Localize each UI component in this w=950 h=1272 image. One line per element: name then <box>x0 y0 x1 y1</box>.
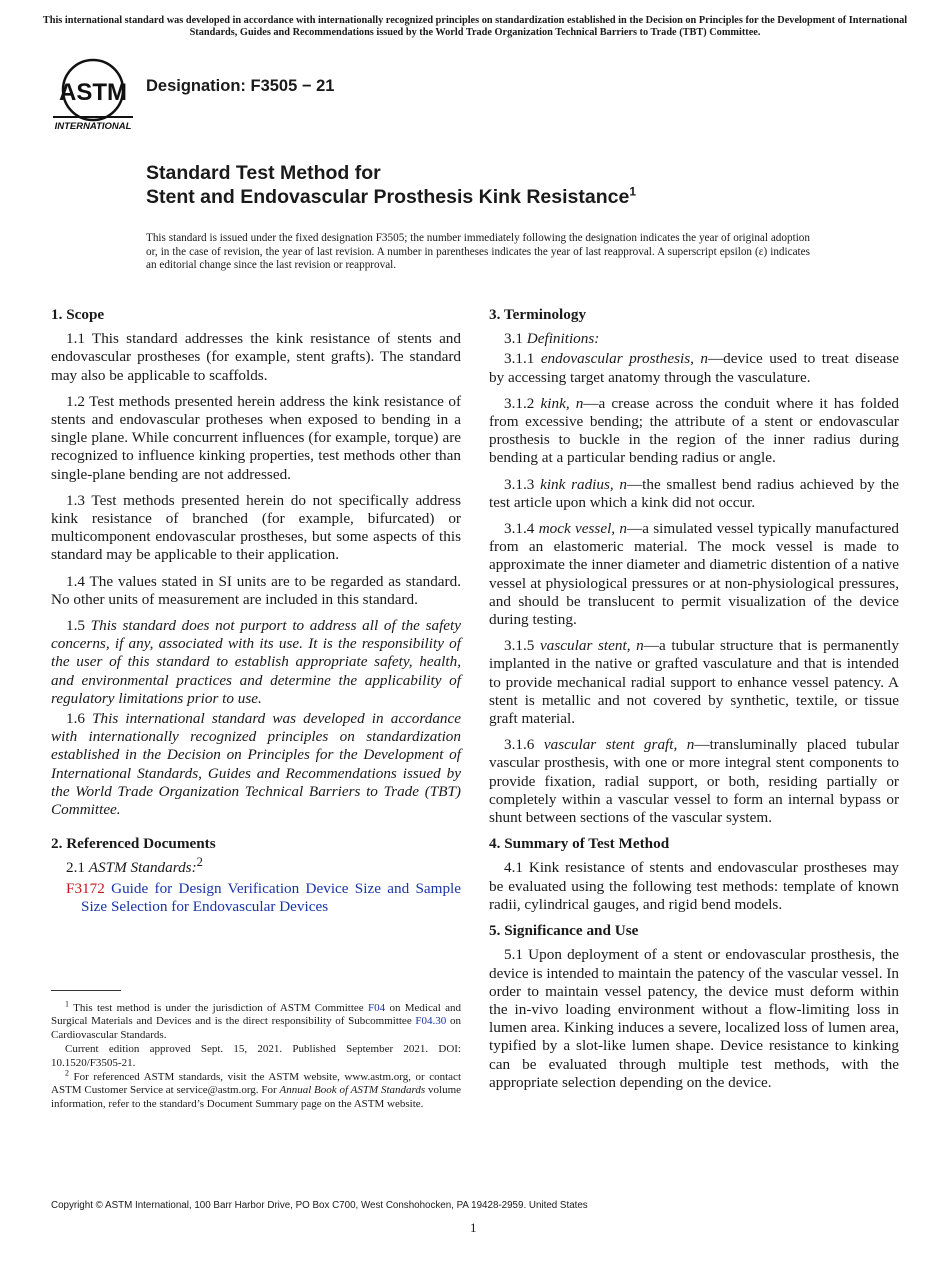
def-3-1-6-term: vascular stent graft, n <box>543 736 695 754</box>
footnote-2 <box>51 1068 462 1111</box>
def-3-1-6-text: —transluminally placed tubular vascular prosthesis, with one or more integral stent components to provide fixation, radial support, or both, residing partially or completely within a vascular vessel to form an internal bypass or shunt between sections of the vascular system. <box>489 736 900 827</box>
def-3-1-4-num: 3.1.4 <box>504 520 535 538</box>
ref-code-link[interactable]: F3172 <box>66 879 105 897</box>
para-3-1-num: 3.1 <box>504 330 523 348</box>
designation: Designation: F3505 − 21 <box>146 77 335 95</box>
para-1-5 <box>51 617 461 708</box>
footnote-1-marker: 1 <box>65 999 69 1009</box>
def-3-1-1-term: endovascular prosthesis, n <box>540 350 708 368</box>
title-line1: Standard Test Method for <box>146 162 381 184</box>
page-title <box>146 161 636 209</box>
title-footnote-marker: 1 <box>629 184 637 199</box>
def-3-1-6 <box>489 736 899 827</box>
para-2-1-text: ASTM Standards: <box>88 859 197 877</box>
right-column <box>489 306 899 1100</box>
issued-note: This standard is issued under the fixed designation F3505; the number immediately following the designation indicates the year of original adoption or, in the case of revision, the year of last revision. A number in parentheses indicates the year of last reapproval. A superscript epsilon (ε) indicates an editorial change since the last revision or reapproval. <box>146 232 810 272</box>
def-3-1-4-text: —a simulated vessel typically manufactured from an elastomeric material. The mock vessel is made to approximate the inner diameter and diametric distention of a native vessel at physiological pressures or at non-physiological pressures, and should be translucent to permit visualization of the device during testing. <box>489 520 899 629</box>
left-column <box>51 306 461 924</box>
para-3-1 <box>489 330 899 348</box>
def-3-1-2-text: —a crease across the conduit where it has folded from excessive bending; the attribute of a stent or endovascular prosthesis to buckle in the region of the inner radius during bending at a particular bending radius or angle. <box>489 394 900 467</box>
terminology-heading: 3. Terminology <box>489 306 587 323</box>
para-1-2: 1.2 Test methods presented herein address the kink resistance of stents and endovascular protheses when exposed to bending in a single plane. While concurrent influences (for example, torque) are recognized to influence kinking properties, test methods other than single-plane bending are not addressed. <box>51 392 461 483</box>
footnote-divider <box>51 990 121 991</box>
ref-title-link[interactable]: Guide for Design Verification Device Size and Sample Size Selection for Endovascular Devices <box>81 879 462 915</box>
para-1-3: 1.3 Test methods presented herein do not specifically address kink resistance of branched (for example, bifurcated) or multicomponent endovascular prostheses, but some aspects of this standard may be applicable to their application. <box>51 491 461 564</box>
para-2-1-footnote-marker: 2 <box>196 855 203 870</box>
page-number: 1 <box>470 1220 477 1235</box>
para-1-6-num: 1.6 <box>66 710 85 728</box>
footnote-edition: Current edition approved Sept. 15, 2021. Published September 2021. DOI: 10.1520/F3505-21. <box>51 1043 461 1069</box>
def-3-1-6-num: 3.1.6 <box>504 736 535 754</box>
def-3-1-2 <box>489 395 899 468</box>
def-3-1-4 <box>489 520 899 629</box>
copyright: Copyright © ASTM International, 100 Barr Harbor Drive, PO Box C700, West Conshohocken, PA 19428-2959. United States <box>51 1200 588 1211</box>
para-3-1-text: Definitions: <box>526 330 600 348</box>
para-5-1: 5.1 Upon deployment of a stent or endovascular prosthesis, the device is intended to maintain the patency of the vascular vessel. In order to maintain vessel patency, the device must deform within the in-vivo loading environment without a flow-limiting loss in lumen area. Kinking induces a severe, localized loss of lumen area, typified by a slot-like lumen shape. Device resistance to kinking can be evaluated through multiple test methods, with the appropriate selection depending on the device. <box>489 946 899 1091</box>
title-line2: Stent and Endovascular Prosthesis Kink Resistance <box>146 186 630 208</box>
para-4-1: 4.1 Kink resistance of stents and endovascular prostheses may be evaluated using the following test methods: template of known radii, cylindrical gauges, and rigid bend models. <box>489 859 899 913</box>
para-1-6-text: This international standard was developed in accordance with internationally recognized principles on standardization established in the Decision on Principles for the Development of International Standards, Guides and Recommendations issued by the World Trade Organization Technical Barriers to Trade (TBT) Committee. <box>51 710 462 819</box>
footnote-2-italic: Annual Book of ASTM Standards <box>279 1084 426 1097</box>
def-3-1-2-num: 3.1.2 <box>504 394 535 412</box>
para-1-5-text: This standard does not purport to address all of the safety concerns, if any, associated with its use. It is the responsibility of the user of this standard to establish appropriate safety, health, and environmental practices and determine the applicability of regulatory limitations prior to use. <box>51 617 462 707</box>
footnote-2-text-b: volume information, refer to the standard’s Document Summary page on the ASTM website. <box>51 1084 462 1110</box>
footnote-1 <box>51 999 462 1042</box>
top-notice: This international standard was developed in accordance with internationally recognized principles on standardization established in the Decision on Principles for the Development of International Standards, Guides and Recommendations issued by the World Trade Organization Technical Barriers to Trade (TBT) Committee. <box>42 15 908 38</box>
para-2-1 <box>51 855 461 877</box>
def-3-1-1-text: —device used to treat disease by accessing target anatomy through the vasculature. <box>489 350 899 386</box>
logo-subtext: INTERNATIONAL <box>54 121 132 132</box>
footnote-2-marker: 2 <box>65 1068 69 1078</box>
para-1-6 <box>51 710 461 819</box>
significance-heading: 5. Significance and Use <box>489 922 639 940</box>
footnote-1-text-c: on Cardiovascular Standards. <box>51 1015 462 1041</box>
footnote-1-text-a: This test method is under the jurisdiction of ASTM Committee <box>73 1002 364 1014</box>
def-3-1-5-text: —a tubular structure that is permanently implanted in the native or grafted vasculature and that is intended to provide mechanical radial support to enhance vessel patency. A stent is metallic and not covered by synthetic, textile, or tissue graft material. <box>489 637 899 728</box>
summary-heading: 4. Summary of Test Method <box>489 835 670 853</box>
def-3-1-3-text: —the smallest bend radius achieved by the test article upon which a kink did not occur. <box>489 475 900 511</box>
committee-f04-link[interactable]: F04 <box>368 1002 386 1014</box>
def-3-1-2-term: kink, n <box>540 394 584 412</box>
footnote-1-text-b: on Medical and Surgical Materials and Devices and is the direct responsibility of Subcommittee <box>51 1002 461 1028</box>
footnotes <box>51 999 462 1112</box>
subcommittee-f04-30-link[interactable]: F04.30 <box>415 1015 447 1028</box>
def-3-1-4-term: mock vessel, n <box>538 520 628 538</box>
def-3-1-3-term: kink radius, n <box>540 475 627 493</box>
def-3-1-5-num: 3.1.5 <box>504 637 535 655</box>
para-1-5-num: 1.5 <box>66 617 85 635</box>
para-2-1-num: 2.1 <box>66 859 85 877</box>
def-3-1-5 <box>489 637 899 728</box>
para-1-1: 1.1 This standard addresses the kink resistance of stents and endovascular prostheses (for example, stent grafts). The standard may also be applicable to scaffolds. <box>51 330 461 384</box>
def-3-1-3 <box>489 476 899 512</box>
para-1-4: 1.4 The values stated in SI units are to be regarded as standard. No other units of measurement are included in this standard. <box>51 572 461 608</box>
def-3-1-1 <box>489 350 899 386</box>
scope-heading: 1. Scope <box>51 306 105 323</box>
astm-logo <box>53 56 133 132</box>
def-3-1-5-term: vascular stent, n <box>540 637 644 655</box>
def-3-1-1-num: 3.1.1 <box>504 350 535 368</box>
footnote-2-text-a: For referenced ASTM standards, visit the ASTM website, www.astm.org, or contact ASTM Customer Service at service@astm.org. For <box>51 1071 461 1097</box>
def-3-1-3-num: 3.1.3 <box>504 475 535 493</box>
refdocs-heading: 2. Referenced Documents <box>51 835 216 853</box>
reference-f3172 <box>51 880 461 916</box>
logo-text: ASTM <box>59 79 127 106</box>
